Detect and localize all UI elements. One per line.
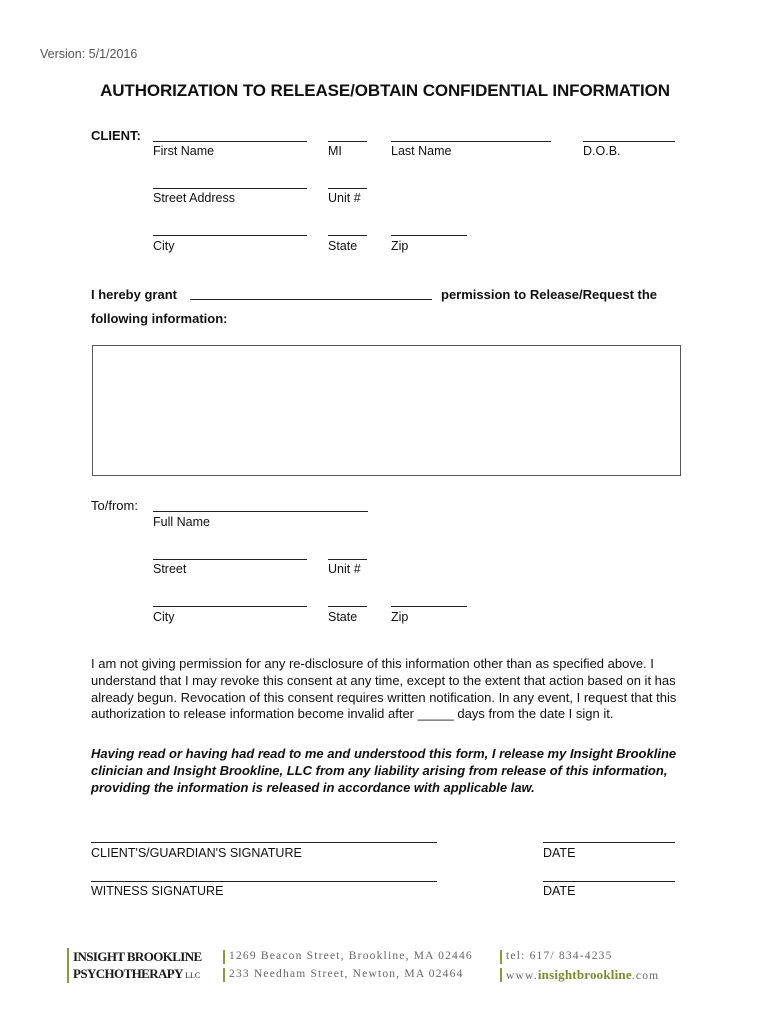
last-name-field[interactable] bbox=[391, 141, 551, 142]
footer-web-domain: insightbrookline bbox=[537, 967, 632, 982]
dob-field[interactable] bbox=[583, 141, 675, 142]
client-label: CLIENT: bbox=[91, 128, 141, 143]
client-date-label: DATE bbox=[543, 846, 576, 860]
grantee-field[interactable] bbox=[190, 299, 432, 300]
consent-paragraph: I am not giving permission for any re-disclosure of this information other than as specified above. I understand that I may revoke this consent at any time, except to the extent that action based on it has already begun. Revocation of this consent requires written notification. In any event, I request that this authorization to release information become invalid after _____ days from the date I sign it. bbox=[91, 656, 677, 722]
footer-address1: 1269 Beacon Street, Brookline, MA 02446 bbox=[229, 950, 473, 962]
state-label: State bbox=[328, 239, 358, 253]
tofrom-street-field[interactable] bbox=[153, 559, 307, 560]
unit-field[interactable] bbox=[328, 188, 367, 189]
witness-signature-label: WITNESS SIGNATURE bbox=[91, 884, 224, 898]
witness-date-field[interactable] bbox=[543, 881, 675, 882]
footer-tel: tel: 617/ 834-4235 bbox=[506, 950, 613, 962]
footer-accent-bar bbox=[223, 968, 225, 982]
grant-prefix: I hereby grant bbox=[91, 287, 177, 302]
witness-date-label: DATE bbox=[543, 884, 576, 898]
city-field[interactable] bbox=[153, 235, 307, 236]
footer-brand-psychotherapy: PSYCHOTHERAPY bbox=[73, 966, 183, 981]
full-name-label: Full Name bbox=[153, 515, 210, 529]
street-address-label: Street Address bbox=[153, 191, 235, 205]
mi-label: MI bbox=[328, 144, 342, 158]
tofrom-zip-field[interactable] bbox=[391, 606, 467, 607]
grant-line2: following information: bbox=[91, 311, 228, 326]
tofrom-state-label: State bbox=[328, 610, 358, 624]
first-name-field[interactable] bbox=[153, 141, 307, 142]
page-title: AUTHORIZATION TO RELEASE/OBTAIN CONFIDENTIAL INFORMATION bbox=[100, 81, 670, 100]
street-address-field[interactable] bbox=[153, 188, 307, 189]
version-label: Version: 5/1/2016 bbox=[40, 47, 138, 61]
footer-brand-line2 bbox=[73, 966, 200, 982]
grant-suffix: permission to Release/Request the bbox=[441, 287, 658, 302]
tofrom-state-field[interactable] bbox=[328, 606, 367, 607]
footer-brand-llc: LLC bbox=[185, 971, 201, 980]
release-paragraph: Having read or having had read to me and understood this form, I release my Insight Brookline clinician and Insight Brookline, LLC from any liability arising from release of this information, providing the information is released in accordance with applicable law. bbox=[91, 746, 677, 795]
dob-label: D.O.B. bbox=[583, 144, 621, 158]
footer-web-suffix: .com bbox=[631, 970, 660, 982]
tofrom-zip-label: Zip bbox=[391, 610, 409, 624]
last-name-label: Last Name bbox=[391, 144, 452, 158]
client-signature-field[interactable] bbox=[91, 842, 437, 843]
information-box[interactable] bbox=[92, 345, 681, 476]
witness-signature-field[interactable] bbox=[91, 881, 437, 882]
mi-field[interactable] bbox=[328, 141, 367, 142]
tofrom-label: To/from: bbox=[91, 498, 138, 513]
footer-address2: 233 Needham Street, Newton, MA 02464 bbox=[229, 968, 464, 980]
tofrom-city-field[interactable] bbox=[153, 606, 307, 607]
first-name-label: First Name bbox=[153, 144, 215, 158]
zip-field[interactable] bbox=[391, 235, 467, 236]
tofrom-city-label: City bbox=[153, 610, 175, 624]
footer-accent-bar bbox=[67, 948, 69, 983]
footer-accent-bar bbox=[223, 950, 225, 964]
zip-label: Zip bbox=[391, 239, 409, 253]
footer-accent-bar bbox=[500, 950, 502, 964]
state-field[interactable] bbox=[328, 235, 367, 236]
tofrom-unit-field[interactable] bbox=[328, 559, 367, 560]
unit-label: Unit # bbox=[328, 191, 361, 205]
footer-brand-line1: INSIGHT BROOKLINE bbox=[73, 949, 202, 964]
client-signature-label: CLIENT'S/GUARDIAN'S SIGNATURE bbox=[91, 846, 302, 860]
client-date-field[interactable] bbox=[543, 842, 675, 843]
footer-web-prefix: www. bbox=[506, 970, 538, 982]
footer-website[interactable] bbox=[506, 967, 659, 983]
city-label: City bbox=[153, 239, 175, 253]
footer-accent-bar bbox=[500, 968, 502, 982]
tofrom-street-label: Street bbox=[153, 562, 187, 576]
full-name-field[interactable] bbox=[153, 511, 368, 512]
tofrom-unit-label: Unit # bbox=[328, 562, 361, 576]
